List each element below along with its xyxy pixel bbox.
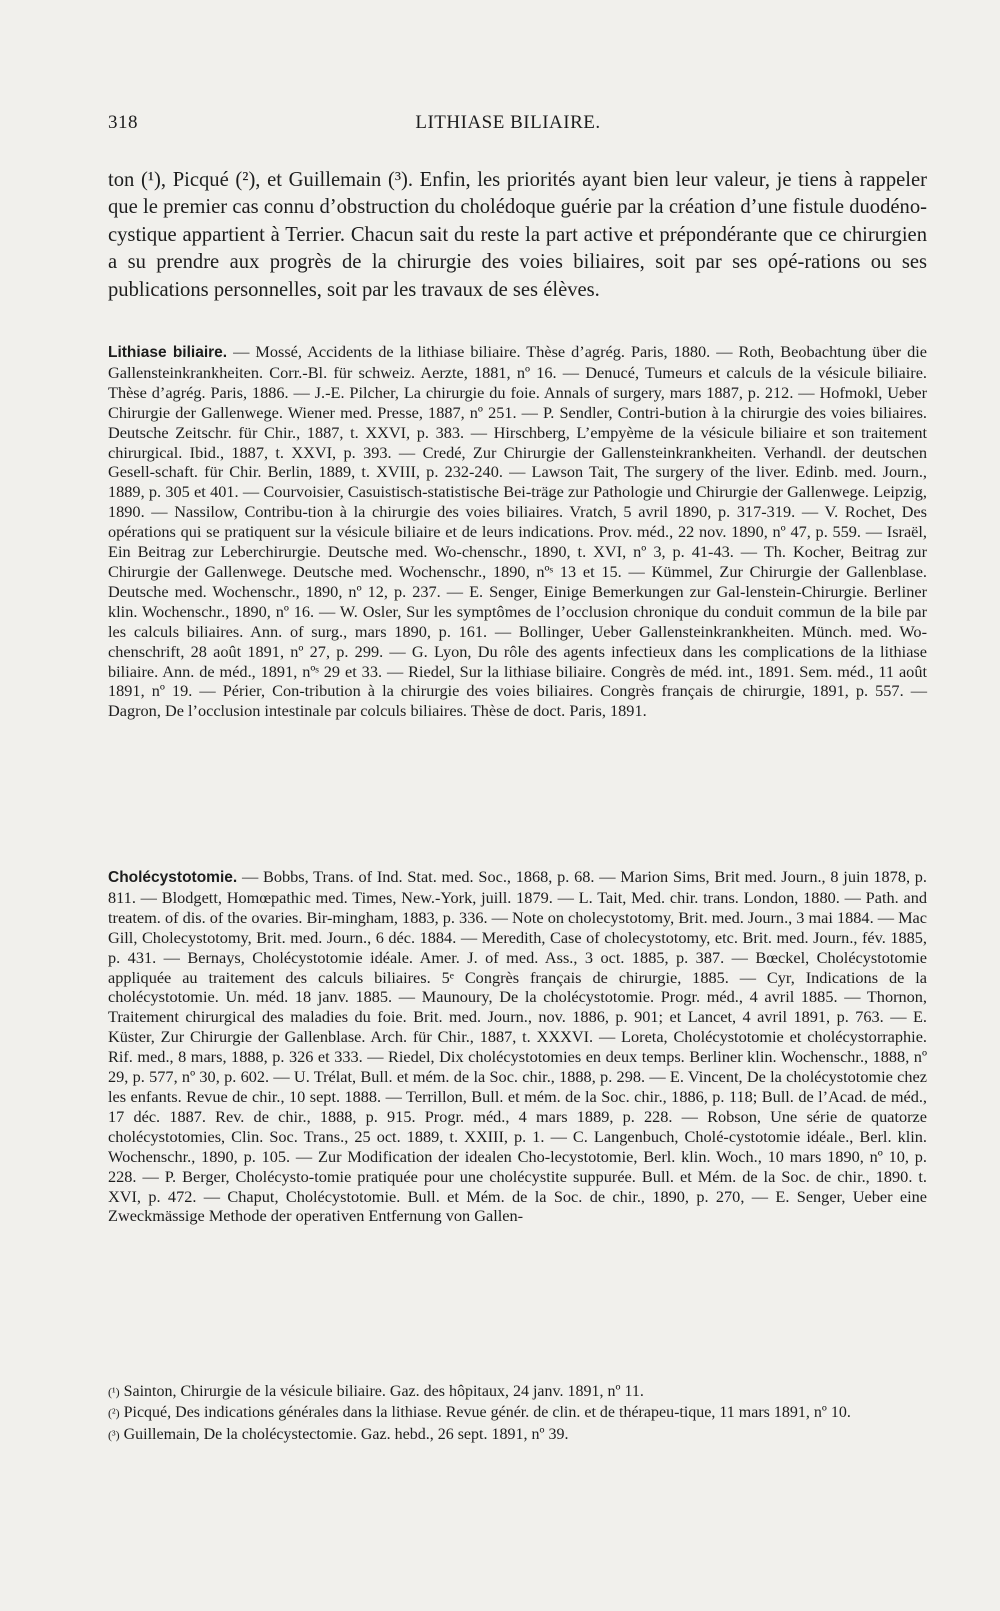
section-text-lithiase: — Mossé, Accidents de la lithiase biliaire. Thèse d’agrég. Paris, 1880. — Roth, Beobachtung über die Gallensteinkrankheiten. Corr.-Bl. für schweiz. Aerzte, 1881, nº 16. — Denucé, Tumeurs et calculs de la vésicule biliaire. Thèse d’agrég. Paris, 1886. — J.-E. Pilcher, La chirurgie du foie. Annals of surgery, mars 1887, p. 212. — Hofmokl, Ueber Chirurgie der Gallenwege. Wiener med. Presse, 1887, nº 251. — P. Sendler, Contri-bution à la chirurgie des voies biliaires. Deutsche Zeitschr. für Chir., 1887, t. XXVI, p. 383. — Hirschberg, L’empyème de la vésicule biliaire et son traitement chirurgical. Ibid., 1887, t. XXVI, p. 393. — Credé, Zur Chirurgie der Gallensteinkrankheiten. Verhandl. der deutschen Gesell-schaft. für Chir. Berlin, 1889, t. XVIII, p. 232-240. — Lawson Tait, The surgery of the liver. Edinb. med. Journ., 1889, p. 305 et 401. — Courvoisier, Casuistisch-statistische Bei-träge zur Pathologie und Chirurgie der Gallenwege. Leipzig, 1890. — Nassilow, Contribu-tion à la chirurgie des voies biliaires. Vratch, 5 avril 1890, p. 317-319. — V. Rochet, Des opérations qui se pratiquent sur la vésicule biliaire et de leurs indications. Prov. méd., 22 nov. 1890, nº 47, p. 559. — Israël, Ein Beitrag zur Leberchirurgie. Deutsche med. Wo-chenschr., 1890, t. XVI, nº 3, p. 41-43. — Th. Kocher, Beitrag zur Chirurgie der Gallenwege. Deutsche med. Wochenschr., 1890, nºˢ 13 et 15. — Kümmel, Zur Chirurgie der Gallenblase. Deutsche med. Wochenschr., 1890, nº 12, p. 237. — E. Senger, Einige Bemerkungen zur Gal-lenstein-Chirurgie. Berliner klin. Wochenschr., 1890, nº 16. — W. Osler, Sur les symptômes de l’occlusion chronique du conduit commun de la bile par les calculs biliaires. Ann. of surg., mars 1890, p. 161. — Bollinger, Ueber Gallensteinkrankheiten. Münch. med. Wo-chenschrift, 28 août 1891, nº 27, p. 299. — G. Lyon, Du rôle des agents infectieux dans les complications de la lithiase biliaire. Ann. de méd., 1891, nºˢ 29 et 33. — Riedel, Sur la lithiase biliaire. Congrès de méd. int., 1891. Sem. méd., 11 août 1891, nº 19. — Périer, Con-tribution à la chirurgie des voies biliaires. Congrès français de chirurgie, 1891, p. 557. — Dagron, De l’occlusion intestinale par colculs biliaires. Thèse de doct. Paris, 1891. (108, 342, 927, 721)
page-header (108, 112, 908, 140)
section-text-cholecystotomie: — Bobbs, Trans. of Ind. Stat. med. Soc., 1868, p. 68. — Marion Sims, Brit med. Journ., 8 juin 1878, p. 811. — Blodgett, Homœpathic med. Times, New.-York, juill. 1879. — L. Tait, Med. chir. trans. London, 1880. — Path. and treatem. of dis. of the ovaries. Bir-mingham, 1883, p. 336. — Note on cholecystotomy, Brit. med. Journ., 3 mai 1884. — Mac Gill, Cholecystotomy, Brit. med. Journ., 6 déc. 1884. — Meredith, Case of cholecystotomy, etc. Brit. med. Journ., fév. 1885, p. 431. — Bernays, Cholécystotomie idéale. Amer. J. of med. Ass., 3 oct. 1885, p. 387. — Bœckel, Cholécystotomie appliquée au traitement des calculs biliaires. 5ᵉ Congrès français de chirurgie, 1885. — Cyr, Indications de la cholécystotomie. Un. méd. 18 janv. 1885. — Maunoury, De la cholécystotomie. Progr. méd., 4 avril 1885. — Thornon, Traitement chirurgical des maladies du foie. Brit. med. Journ., nov. 1886, p. 901; et Lancet, 4 avril 1891, p. 763. — E. Küster, Zur Chirurgie der Gallenblase. Arch. für Chir., 1887, t. XXXVI. — Loreta, Cholécystotomie et cholécystorraphie. Rif. med., 8 mars, 1888, p. 326 et 333. — Riedel, Dix cholécystotomies en deux temps. Berliner klin. Wochenschr., 1888, nº 29, p. 577, nº 30, p. 602. — U. Trélat, Bull. et mém. de la Soc. chir., 1888, p. 298. — E. Vincent, De la cholécystotomie chez les enfants. Revue de chir., 10 sept. 1888. — Terrillon, Bull. et mém. de la Soc. chir., 1886, p. 118; Bull. de l’Acad. de méd., 17 déc. 1887. Rev. de chir., 1888, p. 915. Progr. méd., 4 mars 1889, p. 228. — Robson, Une série de quatorze cholécystotomies, Clin. Soc. Trans., 25 oct. 1889, t. XXIII, p. 1. — C. Langenbuch, Cholé-cystotomie idéale., Berl. klin. Wochenschr., 1890, p. 105. — Zur Modification der idealen Cho-lecystotomie, Berl. klin. Woch., 10 mars 1890, nº 10, p. 228. — P. Berger, Cholécysto-tomie pratiquée pour une cholécystite suppurée. Bull. et Mém. de la Soc. de chir., 1890. t. XVI, p. 472. — Chaput, Cholécystotomie. Bull. et Mém. de la Soc. de chir., 1890, p. 270, — E. Senger, Ueber eine Zweckmässige Methode der operativen Entfernung von Gallen- (108, 867, 927, 1226)
section-heading-cholecystotomie: Cholécystotomie. (108, 869, 238, 886)
footnotes (108, 1382, 927, 1446)
footnote-number: (¹) (108, 1385, 120, 1399)
bibliography-lithiase (108, 342, 927, 721)
footnote-number: (²) (108, 1406, 120, 1421)
bibliography-cholecystotomie (108, 867, 927, 1226)
running-title: LITHIASE BILIAIRE. (415, 112, 601, 133)
footnote-text: Sainton, Chirurgie de la vésicule biliaire. Gaz. des hôpitaux, 24 janv. 1891, nº 11. (123, 1383, 644, 1400)
intro-paragraph: ton (¹), Picqué (²), et Guillemain (³). Enfin, les priorités ayant bien leur valeur, je tiens à rappeler que le premier cas connu d’obstruction du cholédoque guérie par la création d’une fistule duodéno-cystique appartient à Terrier. Chacun sait du reste la part active et prépondérante que ce chirurgien a su prendre aux progrès de la chirurgie des voies biliaires, soit par ses opé-rations ou ses publications personnelles, soit par les travaux de ses élèves. (108, 168, 927, 301)
footnote-text: Guillemain, De la cholécystectomie. Gaz. hebd., 26 sept. 1891, nº 39. (123, 1425, 569, 1443)
footnote (108, 1425, 927, 1445)
footnote-number: (³) (108, 1427, 120, 1442)
footnote-text: Picqué, Des indications générales dans la lithiase. Revue génér. de clin. et de thérapeu-tique, 11 mars 1891, nº 10. (123, 1404, 851, 1422)
section-heading-lithiase: Lithiase biliaire. (108, 344, 228, 361)
footnote (108, 1403, 927, 1423)
page-number: 318 (108, 112, 138, 133)
footnote (108, 1382, 927, 1402)
